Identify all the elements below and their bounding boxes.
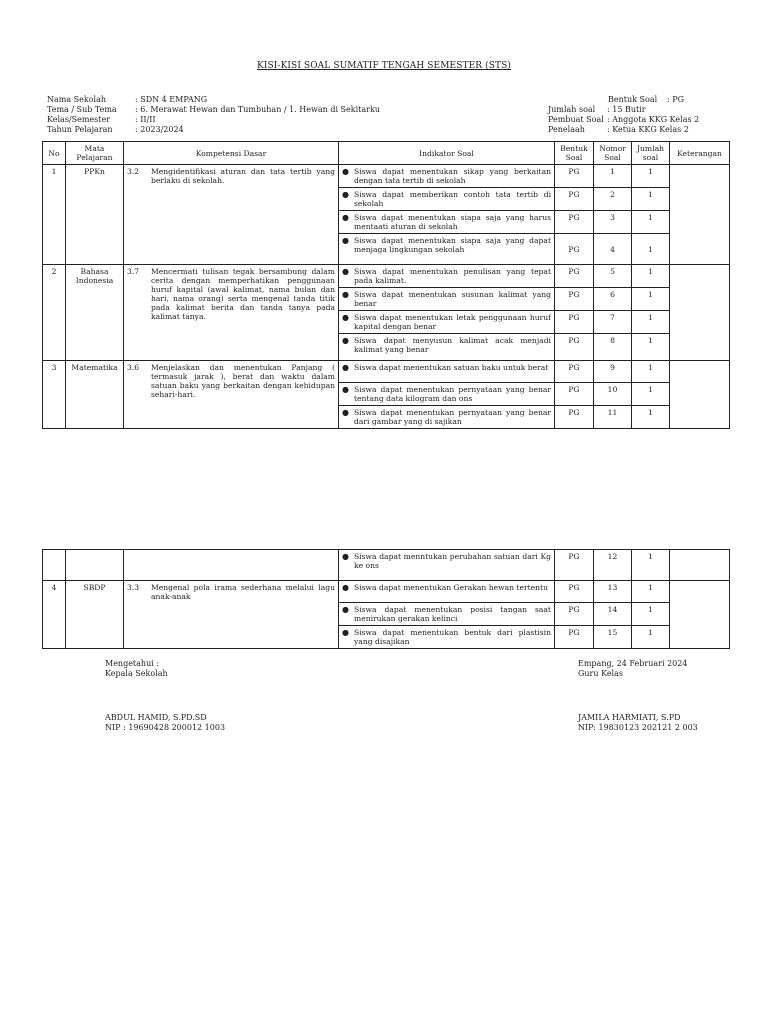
row-no: 2 (43, 265, 66, 361)
school-info (47, 95, 380, 135)
info-label: Kelas/Semester (47, 115, 111, 124)
indicator-text: Siswa dapat menentukan sikap yang berkaitan dengan tata tertib di sekolah (354, 167, 551, 185)
indicator-cell (339, 603, 555, 626)
row-subject: PPKn (66, 165, 124, 265)
header-keterangan: Keterangan (670, 142, 730, 165)
row-subject (66, 550, 124, 581)
bullet-icon: ● (342, 363, 349, 372)
table-row (43, 165, 730, 188)
indicator-text: Siswa dapat menntukan perubahan satuan dari Kg ke ons (354, 552, 551, 570)
acknowledged-label: Mengetahui : (105, 659, 160, 668)
indicator-cell (339, 626, 555, 649)
info-label: Penelaah (548, 125, 585, 134)
bullet-icon: ● (342, 605, 349, 614)
question-number: 3 (594, 211, 632, 234)
info-label: Nama Sekolah (47, 95, 107, 104)
question-count: 1 (632, 626, 670, 649)
info-value: : SDN 4 EMPANG (135, 95, 208, 104)
table-header-row (43, 142, 730, 165)
indicator-text: Siswa dapat menentukan letak penggunaan huruf kapital dengan benar (354, 313, 551, 331)
header-jumlah: Jumlah soal (632, 142, 670, 165)
question-count: 1 (632, 603, 670, 626)
question-type: PG (555, 234, 594, 265)
table-row (43, 265, 730, 288)
indicator-text: Siswa dapat menentukan bentuk dari plastisin yang disajikan (354, 628, 551, 646)
indicator-cell (339, 234, 555, 265)
question-count: 1 (632, 165, 670, 188)
question-type: PG (555, 288, 594, 311)
indicator-cell (339, 550, 555, 581)
bullet-icon: ● (342, 552, 349, 561)
info-label: Tema / Sub Tema (47, 105, 117, 114)
table-row (43, 550, 730, 581)
principal-title: Kepala Sekolah (105, 669, 168, 678)
info-value: : 6. Merawat Hewan dan Tumbuhan / 1. Hewan di Sekitarku (135, 105, 380, 114)
competency-number: 3.6 (127, 363, 140, 372)
question-count: 1 (632, 383, 670, 406)
remarks-cell (670, 165, 730, 265)
question-count: 1 (632, 361, 670, 383)
bullet-icon: ● (342, 267, 349, 276)
question-number: 6 (594, 288, 632, 311)
indicator-text: Siswa dapat menentukan penulisan yang tepat pada kalimat. (354, 267, 551, 285)
indicator-text: Siswa dapat menyusun kalimat acak menjadi kalimat yang benar (354, 336, 551, 354)
info-value: : PG (667, 95, 685, 104)
competency-number: 3.3 (127, 583, 140, 592)
row-competency (124, 265, 339, 361)
row-competency (124, 361, 339, 429)
question-type: PG (555, 265, 594, 288)
remarks-cell (670, 265, 730, 361)
indicator-text: Siswa dapat menentukan pernyataan yang benar dari gambar yang di sajikan (354, 408, 551, 426)
indicator-cell (339, 361, 555, 383)
bullet-icon: ● (342, 583, 349, 592)
bullet-icon: ● (342, 628, 349, 637)
indicator-cell (339, 265, 555, 288)
row-subject: Matematika (66, 361, 124, 429)
row-competency (124, 165, 339, 265)
header-no: No (43, 142, 66, 165)
question-type: PG (555, 311, 594, 334)
row-no: 4 (43, 581, 66, 649)
question-count: 1 (632, 211, 670, 234)
competency-text: Mencermati tulisan tegak bersambung dalam cerita dengan memperhatikan penggunaan huruf kapital (awal kalimat, nama bulan dan hari, nama orang) serta mengenal tanda titik pada kalimat berita dan tanda tanya pada kalimat tanya. (151, 267, 335, 321)
question-count: 1 (632, 550, 670, 581)
question-number: 7 (594, 311, 632, 334)
indicator-cell (339, 288, 555, 311)
question-count: 1 (632, 265, 670, 288)
grid-table-main (42, 141, 730, 429)
bullet-icon: ● (342, 213, 349, 222)
question-type: PG (555, 581, 594, 603)
indicator-text: Siswa dapat memberikan contoh tata tertib di sekolah (354, 190, 551, 208)
question-number: 10 (594, 383, 632, 406)
indicator-cell (339, 211, 555, 234)
competency-number: 3.7 (127, 267, 140, 276)
bullet-icon: ● (342, 385, 349, 394)
indicator-text: Siswa dapat menentukan susunan kalimat yang benar (354, 290, 551, 308)
indicator-text: Siswa dapat menentukan satuan baku untuk berat (354, 363, 549, 372)
remarks-cell (670, 550, 730, 581)
indicator-text: Siswa dapat menentukan Gerakan hewan tertentu (354, 583, 548, 592)
competency-text: Menjelaskan dan menentukan Panjang ( termasuk jarak ), berat dan waktu dalam satuan baku yang berkaitan dengan kehidupan sehari-hari. (151, 363, 335, 399)
question-type: PG (555, 383, 594, 406)
question-count: 1 (632, 234, 670, 265)
question-type: PG (555, 626, 594, 649)
row-subject: Bahasa Indonesia (66, 265, 124, 361)
header-kd: Kompetensi Dasar (124, 142, 339, 165)
signature-left-name (105, 713, 225, 733)
indicator-cell (339, 383, 555, 406)
table-row (43, 581, 730, 603)
bullet-icon: ● (342, 167, 349, 176)
header-nomor: Nomor Soal (594, 142, 632, 165)
question-count: 1 (632, 581, 670, 603)
indicator-text: Siswa dapat menentukan pernyataan yang benar tentang data kilogram dan ons (354, 385, 551, 403)
question-type: PG (555, 603, 594, 626)
question-number: 8 (594, 334, 632, 361)
row-competency (124, 550, 339, 581)
info-value: : 2023/2024 (135, 125, 184, 134)
question-number: 1 (594, 165, 632, 188)
question-number: 5 (594, 265, 632, 288)
question-type: PG (555, 406, 594, 429)
grid-table-continued (42, 549, 730, 649)
question-number: 11 (594, 406, 632, 429)
info-label: Tahun Pelajaran (47, 125, 113, 134)
info-label: Bentuk Soal (608, 95, 658, 104)
indicator-cell (339, 311, 555, 334)
bullet-icon: ● (342, 190, 349, 199)
row-competency (124, 581, 339, 649)
signature-right-name (578, 713, 698, 733)
question-type: PG (555, 334, 594, 361)
bullet-icon: ● (342, 290, 349, 299)
indicator-cell (339, 581, 555, 603)
question-count: 1 (632, 188, 670, 211)
document-title: KISI-KISI SOAL SUMATIF TENGAH SEMESTER (STS) (257, 61, 511, 71)
signature-right (578, 659, 687, 679)
question-number: 15 (594, 626, 632, 649)
question-type: PG (555, 211, 594, 234)
indicator-cell (339, 165, 555, 188)
info-value: : Anggota KKG Kelas 2 (607, 115, 700, 124)
indicator-cell (339, 406, 555, 429)
table-row (43, 361, 730, 383)
indicator-text: Siswa dapat menentukan siapa saja yang harus mentaati aturan di sekolah (354, 213, 551, 231)
indicator-cell (339, 188, 555, 211)
indicator-cell (339, 334, 555, 361)
competency-text: Mengidentifikasi aturan dan tata tertib yang berlaku di sekolah. (151, 167, 335, 185)
place-date: Empang, 24 Februari 2024 (578, 659, 688, 668)
remarks-cell (670, 361, 730, 429)
question-number: 14 (594, 603, 632, 626)
question-count: 1 (632, 311, 670, 334)
row-no (43, 550, 66, 581)
header-mapel: Mata Pelajaran (66, 142, 124, 165)
remarks-cell (670, 581, 730, 649)
bullet-icon: ● (342, 313, 349, 322)
bullet-icon: ● (342, 408, 349, 417)
question-type: PG (555, 361, 594, 383)
question-type: PG (555, 188, 594, 211)
question-count: 1 (632, 288, 670, 311)
question-type: PG (555, 165, 594, 188)
row-no: 3 (43, 361, 66, 429)
header-bentuk: Bentuk Soal (555, 142, 594, 165)
competency-text: Mengenal pola irama sederhana melalui lagu anak-anak (151, 583, 335, 601)
question-type: PG (555, 550, 594, 581)
question-count: 1 (632, 334, 670, 361)
header-indikator: Indikator Soal (339, 142, 555, 165)
question-number: 12 (594, 550, 632, 581)
author-info (548, 105, 699, 135)
teacher-name: JAMILA HARMIATI, S.PD (578, 713, 681, 722)
question-count: 1 (632, 406, 670, 429)
question-type-info (608, 95, 684, 105)
question-number: 13 (594, 581, 632, 603)
teacher-title: Guru Kelas (578, 669, 623, 678)
bullet-icon: ● (342, 236, 349, 245)
competency-number: 3.2 (127, 167, 140, 176)
info-value: : Ketua KKG Kelas 2 (607, 125, 689, 134)
indicator-text: Siswa dapat menentukan posisi tangan saat menirukan gerakan kelinci (354, 605, 551, 623)
bullet-icon: ● (342, 336, 349, 345)
teacher-nip: NIP: 19830123 202121 2 003 (578, 723, 698, 732)
principal-nip: NIP : 19690428 200012 1003 (105, 723, 226, 732)
indicator-text: Siswa dapat menentukan siapa saja yang dapat menjaga lingkungan sekolah (354, 236, 551, 254)
signature-left (105, 659, 168, 679)
question-number: 4 (594, 234, 632, 265)
principal-name: ABDUL HAMID, S.PD.SD (105, 713, 207, 722)
row-no: 1 (43, 165, 66, 265)
info-label: Pembuat Soal (548, 115, 604, 124)
question-number: 9 (594, 361, 632, 383)
row-subject: SBDP (66, 581, 124, 649)
info-value: : II/II (135, 115, 156, 124)
info-label: Jumlah soal (548, 105, 596, 114)
info-value: : 15 Butir (607, 105, 646, 114)
question-number: 2 (594, 188, 632, 211)
